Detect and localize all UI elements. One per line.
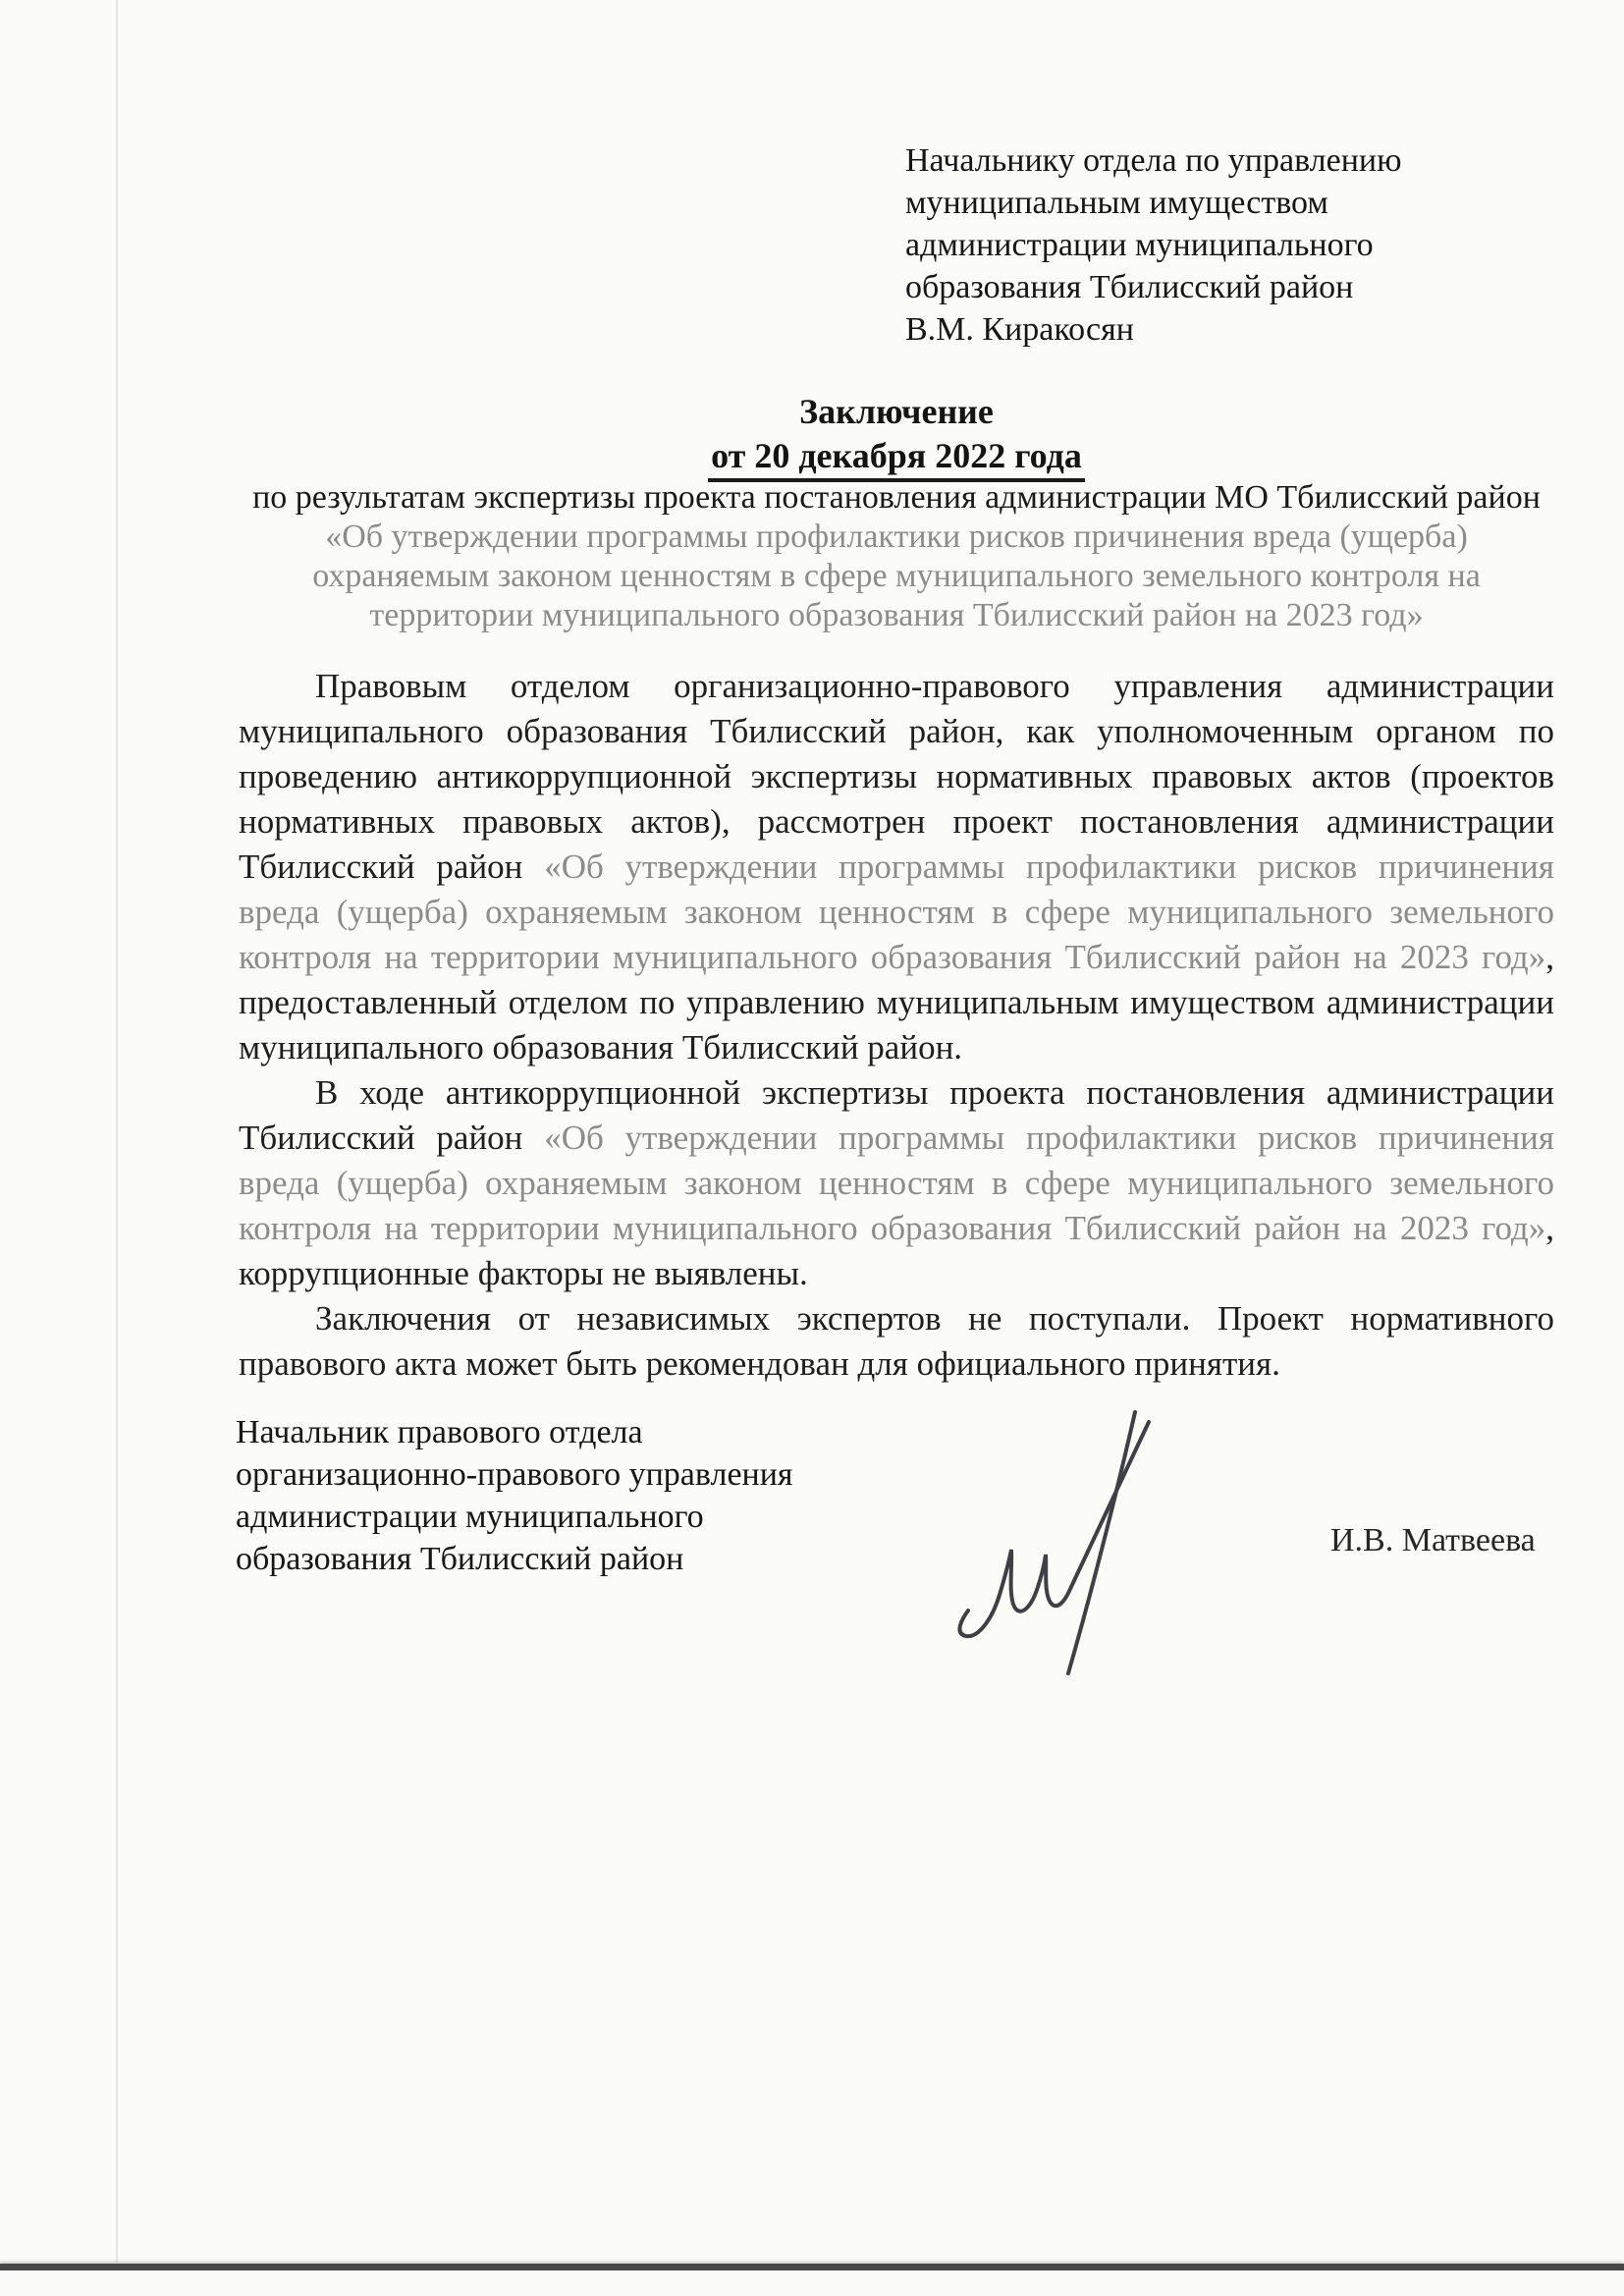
signature-position-line: администрации муниципального <box>236 1499 704 1535</box>
signature-position-line: Начальник правового отдела <box>236 1414 643 1450</box>
paragraph-1-quoted-title: «Об утверждении программы профилактики рисков причинения вреда (ущерба) охраняемым законом ценностям в сфере муниципального земельного контроля на территории муниципального образования Тбилисский район на 2023 год» <box>239 847 1554 976</box>
paragraph-1 <box>239 664 1554 1070</box>
paragraph-3: Заключения от независимых экспертов не поступали. Проект нормативного правового акта может быть рекомендован для официального принятия. <box>239 1299 1554 1383</box>
document-date-underlined-text: от 20 декабря 2022 года <box>708 435 1085 482</box>
paragraph-2-quoted-title: «Об утверждении программы профилактики рисков причинения вреда (ущерба) охраняемым законом ценностям в сфере муниципального земельного контроля на территории муниципального образования Тбилисский район на 2023 год» <box>239 1119 1554 1247</box>
paragraph-1-before: Правовым отделом организационно-правового управления администрации муниципального образования Тбилисский район, как уполномоченным органом по проведению антикоррупционной экспертизы нормативных правовых актов (проектов нормативных правовых актов), рассмотрен проект постановления администрации Тбилисский район <box>239 667 1554 886</box>
signature-position-line: организационно-правового управления <box>236 1456 793 1493</box>
signatory-name: И.В. Матвеева <box>1330 1522 1536 1558</box>
paragraph-1-after: , предоставленный отделом по управлению муниципальным имуществом администрации муниципального образования Тбилисский район. <box>239 938 1554 1066</box>
handwritten-signature <box>952 1406 1188 1686</box>
subtitle-quoted-title: «Об утверждении программы профилактики рисков причинения вреда (ущерба) охраняемым законом ценностям в сфере муниципального земельного контроля на территории муниципального образования Тбилисский район на 2023 год» <box>312 519 1481 633</box>
document-subtitle <box>239 478 1554 635</box>
recipient-line: Начальнику отдела по управлению <box>905 142 1402 179</box>
scan-artifact-vertical-line <box>116 0 118 2263</box>
document-title: Заключение <box>799 392 994 431</box>
recipient-name: В.М. Киракосян <box>905 311 1134 348</box>
signature-position-block <box>236 1411 923 1580</box>
document-body <box>239 664 1554 1387</box>
signature-position-line: образования Тбилисский район <box>236 1541 684 1577</box>
recipient-line: администрации муниципального <box>905 227 1374 263</box>
subtitle-prefix: по результатам экспертизы проекта постановления администрации МО Тбилисский район <box>252 479 1541 516</box>
recipient-line: муниципальным имуществом <box>905 185 1328 221</box>
document-date-line <box>239 435 1554 482</box>
recipient-block <box>905 139 1475 351</box>
paragraph-2-after: , коррупционные факторы не выявлены. <box>239 1209 1554 1292</box>
paragraph-2-before: В ходе антикоррупционной экспертизы проекта постановления администрации Тбилисский район <box>239 1073 1554 1157</box>
paragraph-2 <box>239 1070 1554 1296</box>
recipient-line: образования Тбилисский район <box>905 269 1354 305</box>
scan-edge-line <box>0 2264 1624 2270</box>
